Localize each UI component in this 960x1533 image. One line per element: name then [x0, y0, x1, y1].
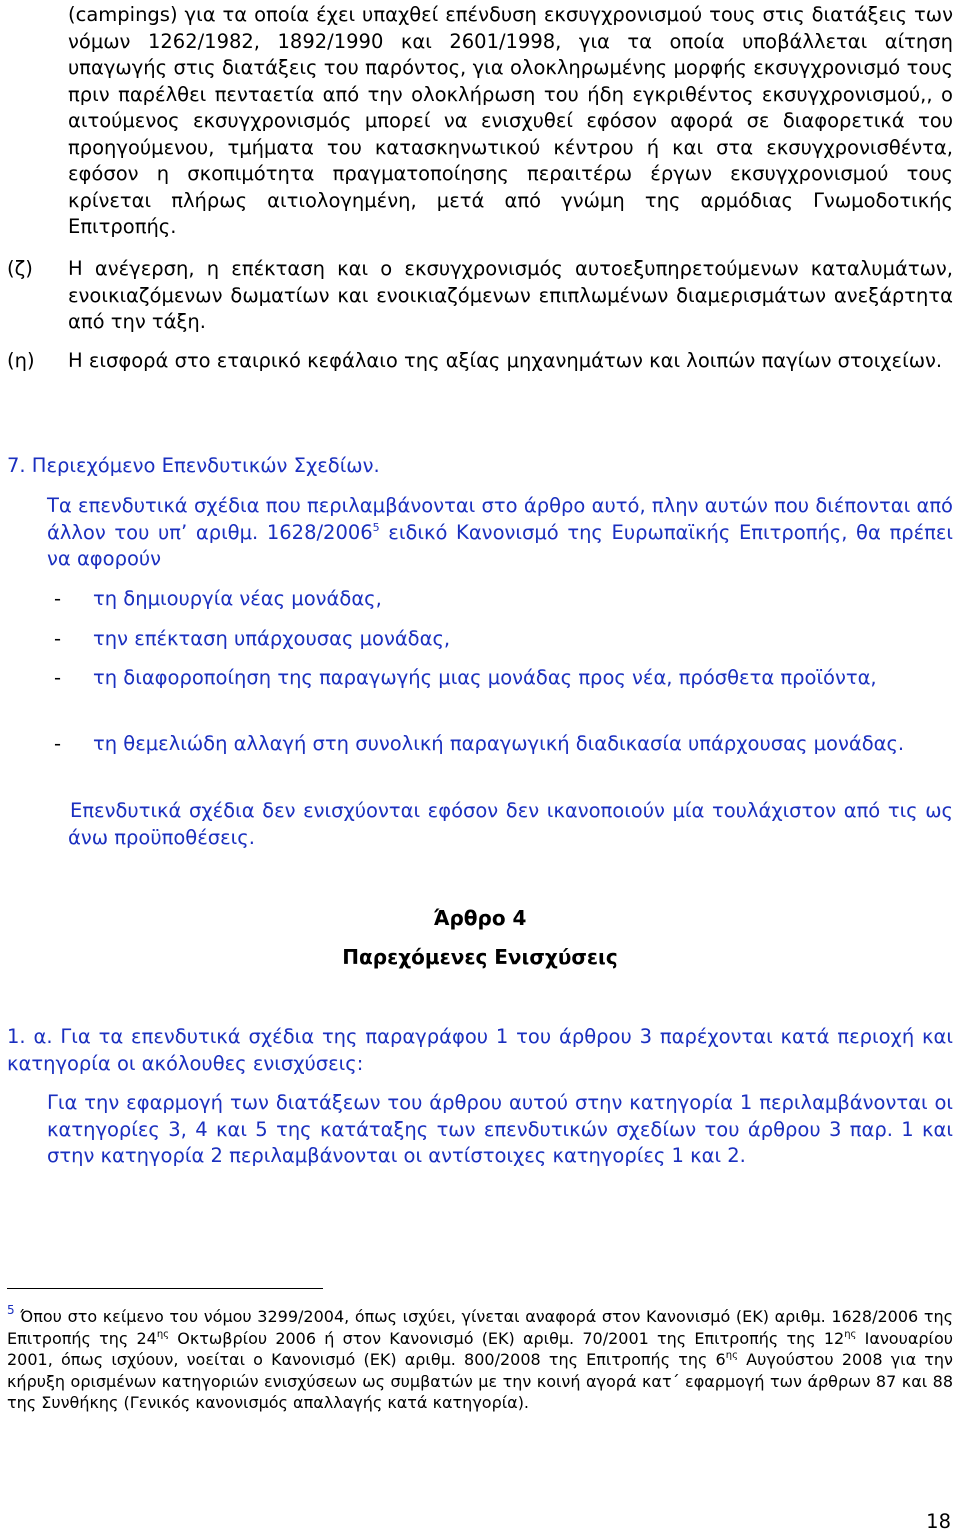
bullet-dash: -: [54, 732, 62, 755]
footnote-reference[interactable]: 5: [372, 520, 380, 534]
paragraph-1a: 1. α. Για τα επενδυτικά σχέδια της παραγράφου 1 του άρθρου 3 παρέχονται κατά περιοχή και κατηγορία οι ακόλουθες ενισχύσεις:: [7, 1025, 953, 1075]
continuation-paragraph: (campings) για τα οποία έχει υπαχθεί επένδυση εκσυγχρονισμού τους στις διατάξεις των νόμων 1262/1982, 1892/1990 και 2601/1998, για τα οποία υποβάλλεται αίτηση υπαγωγής στις διατάξεις του παρόντος, για ολοκληρωμένης μορφής εκσυγχρονισμό τους πριν παρέλθει πενταετία από την ολοκλήρωση του ήδη εγκριθέντος εκσυγχρονισμού,, ο αιτούμενος εκσυγχρονισμός μπορεί να ενισχυθεί εφόσον αφορά σε διαφορετικά του προηγούμενου, τμήματα του κατασκηνωτικού κέντρου ή και στα εκσυγχρονισθέντα, εφόσον η σκοπιμότητα πραγματοποίησης περαιτέρω έργων εκσυγχρονισμού τους κρίνεται πλήρως αιτιολογημένη, μετά από γνώμη της αρμόδιας Γνωμοδοτικής Επιτροπής.: [68, 3, 953, 238]
bullet-dash: -: [54, 666, 62, 689]
footnote-ordinal: ης: [844, 1328, 857, 1340]
bullet-item: την επέκταση υπάρχουσας μονάδας,: [93, 627, 451, 650]
footnote-ordinal: ης: [156, 1328, 170, 1340]
category-paragraph: Για την εφαρμογή των διατάξεων του άρθρου αυτού στην κατηγορία 1 περιλαμβάνονται οι κατηγορίες 3, 4 και 5 της κατάταξης των επενδυτικών σχεδίων του άρθρου 3 παρ. 1 και στην κατηγορία 2 περιλαμβάνονται οι αντίστοιχες κατηγορίες 1 και 2.: [47, 1091, 953, 1167]
footnote-text: Ιανουαρίου 2001, όπως ισχύουν, νοείται ο Κανονισμό (ΕΚ) αριθμ. 800/2008 της Επιτροπής της 6: [7, 1328, 954, 1369]
footnote-text: Αυγούστου 2008 για την κήρυξη ορισμένων κατηγοριών ενισχύσεων ως συμβατών με την κοινή αγορά κατ΄ εφαρμογή των άρθρων 87 και 88 της Συνθήκης (Γενικός κανονισμός απαλλαγής κατά κατηγορία).: [7, 1350, 953, 1412]
page-number: 18: [926, 1510, 951, 1533]
section-7-closing: Επενδυτικά σχέδια δεν ενισχύονται εφόσον δεν ικανοποιούν μία τουλάχιστον από τις ως άνω προϋποθέσεις.: [68, 799, 953, 849]
bullet-item: τη δημιουργία νέας μονάδας,: [93, 587, 382, 610]
item-text-zeta: Η ανέγερση, η επέκταση και ο εκσυγχρονισμός αυτοεξυπηρετούμενων καταλυμάτων, ενοικιαζόμενων δωματίων και ενοικιαζόμενων επιπλωμένων διαμερισμάτων ανεξάρτητα από την τάξη.: [68, 257, 953, 333]
article-title: Άρθρο 4: [433, 906, 527, 930]
section-7-heading: 7. Περιεχόμενο Επενδυτικών Σχεδίων.: [7, 454, 380, 477]
footnote-text: Οκτωβρίου 2006 ή στον Κανονισμό (ΕΚ) αριθμ. 70/2001 της Επιτροπής της 12: [169, 1328, 845, 1348]
intro-text-part1: Τα επενδυτικά σχέδια που περιλαμβάνονται στο άρθρο αυτό, πλην αυτών που διέπονται από άλλον του υπ’ αριθμ. 1628/2006: [47, 494, 953, 544]
item-label-eta: (η): [7, 349, 35, 372]
footnote-separator: [7, 1288, 323, 1289]
footnote-text: Όπου στο κείμενο του νόμου 3299/2004, όπως ισχύει, γίνεται αναφορά στον Κανονισμό (ΕΚ) αριθμ. 1628/2006 της Επιτροπής της 24: [7, 1307, 953, 1348]
footnote-ordinal: ης: [725, 1350, 738, 1361]
section-7-intro: [47, 493, 953, 573]
article-subtitle: Παρεχόμενες Ενισχύσεις: [342, 945, 618, 969]
bullet-item: τη θεμελιώδη αλλαγή στη συνολική παραγωγική διαδικασία υπάρχουσας μονάδας.: [93, 732, 905, 755]
item-label-zeta: (ζ): [7, 257, 33, 280]
footnote-marker: 5: [7, 1303, 15, 1317]
bullet-item: τη διαφοροποίηση της παραγωγής μιας μονάδας προς νέα, πρόσθετα προϊόντα,: [93, 666, 877, 689]
footnote: [7, 1303, 954, 1414]
intro-text-part2: ειδικό Κανονισμό της Ευρωπαϊκής Επιτροπής, θα πρέπει να αφορούν: [47, 520, 953, 570]
item-text-eta: Η εισφορά στο εταιρικό κεφάλαιο της αξίας μηχανημάτων και λοιπών παγίων στοιχείων.: [68, 349, 943, 372]
bullet-dash: -: [54, 627, 62, 650]
bullet-dash: -: [54, 587, 62, 610]
